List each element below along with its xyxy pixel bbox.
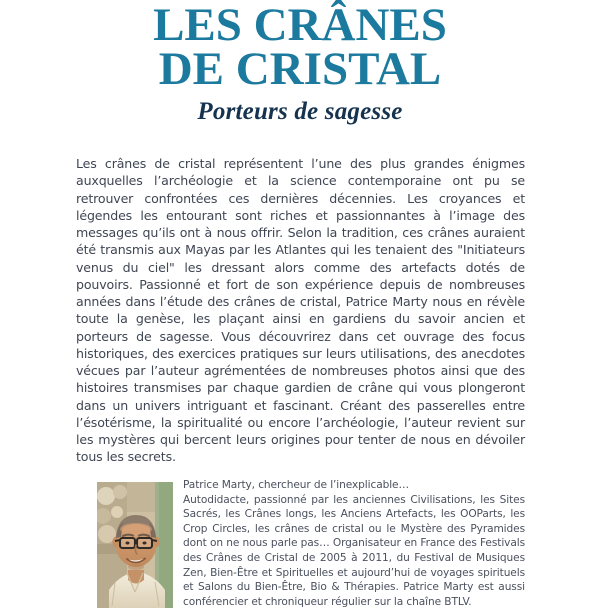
author-photo <box>97 482 173 608</box>
title-block <box>0 0 600 126</box>
author-bio <box>183 478 525 609</box>
body-copy <box>76 155 525 466</box>
body-paragraph: Les crânes de cristal représentent l’une des plus grandes énigmes auxquelles l’archéologie et la science contemporaine ont pu se retrouver confrontées ces dernières décennies. Les croyances et légendes les entourant sont riches et passionnantes à l’image des messages qu’ils ont à nous offrir. Selon la tradition, ces crânes auraient été transmis aux Mayas par les Atlantes qui les tenaient des "Initiateurs venus du ciel" les dressant alors comme des artefacts dotés de pouvoirs. Passionné et fort de son expérience depuis de nombreuses années dans l’étude des crânes de cristal, Patrice Marty nous en révèle toute la genèse, les plaçant ainsi en gardiens du savoir ancien et porteurs de sagesse. Vous découvrirez dans cet ouvrage des focus historiques, des exercices pratiques sur leurs utilisations, des anecdotes vécues par l’auteur agrémentées de nombreuses photos ainsi que des histoires transmises par chaque gardien de crâne qui vous plongeront dans un univers intriguant et fascinant. Créant des passerelles entre l’ésotérisme, la spiritualité ou encore l’archéologie, l’auteur revient sur les mystères qui bercent leurs origines pour tenter de nous en dévoiler tous les secrets. <box>76 156 525 465</box>
author-bio-text: Autodidacte, passionné par les anciennes Civilisations, les Sites Sacrés, les Crânes longs, les Anciens Artefacts, les OOParts, les Crop Circles, les crânes de cristal ou le Mystère des Pyramides dont on ne nous parle pas… Organisateur en France des Festivals des Crânes de Cristal de 2005 à 2011, du Festival de Musiques Zen, Bien-Être et Spirituelles et aujourd’hui de voyages spirituels et Salons du Bien-Être, Bio & Thérapies. Patrice Marty est aussi conférencier et chroniqueur régulier sur la chaîne BTLV. <box>183 493 525 608</box>
page-subtitle: Porteurs de sagesse <box>197 98 403 126</box>
page-title-line-1: LES CRÂNES <box>153 0 447 51</box>
author-block <box>76 478 525 608</box>
author-name-line: Patrice Marty, chercheur de l’inexplicable… <box>183 479 409 491</box>
portrait-image <box>97 482 173 608</box>
page-title-line-2: DE CRISTAL <box>158 43 442 96</box>
